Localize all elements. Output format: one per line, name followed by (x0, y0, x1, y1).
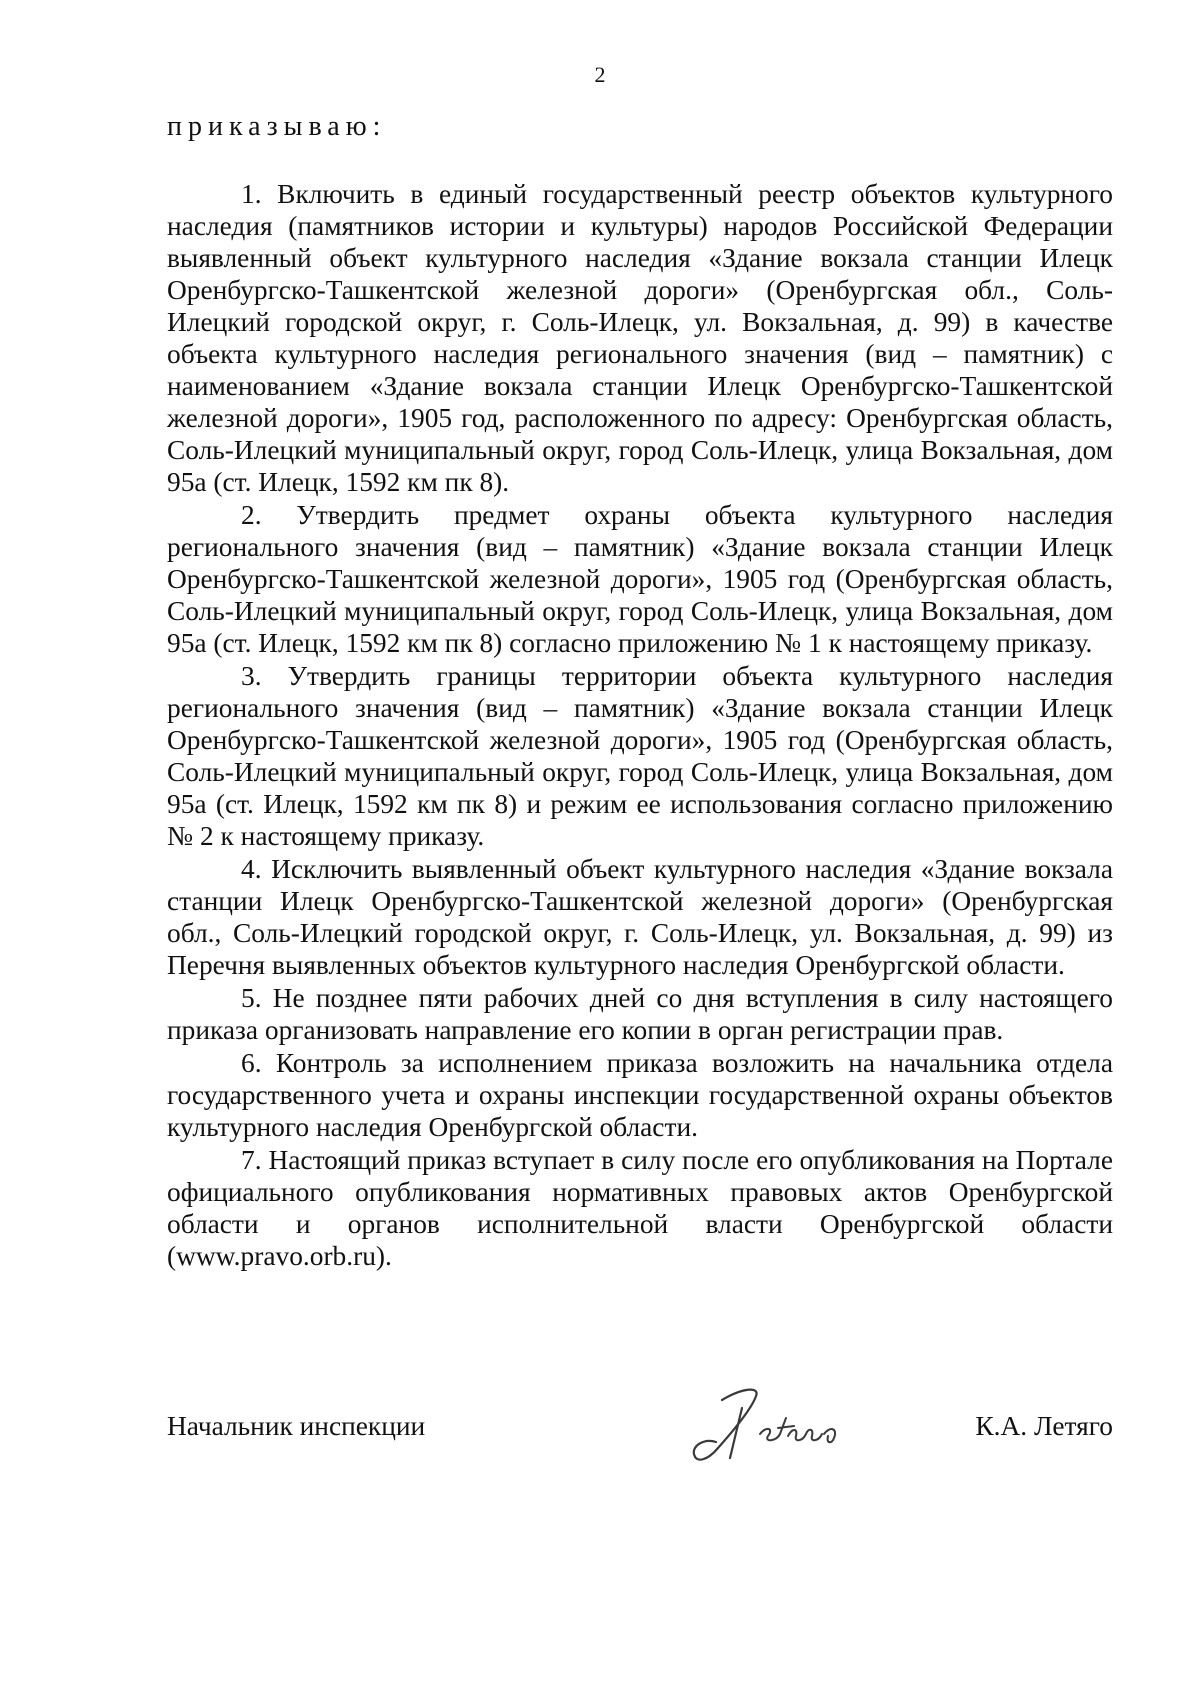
order-item-5: 5. Не позднее пяти рабочих дней со дня вступления в силу настоящего приказа организовать направление его копии в орган регистрации прав. (167, 983, 1113, 1045)
order-item-1: 1. Включить в единый государственный реестр объектов культурного наследия (памятников истории и культуры) народов Российской Федерации выявленный объект культурного наследия «Здание вокзала станции Илецк Оренбургско-Ташкентской железной дороги» (Оренбургская обл., Соль-Илецкий городской округ, г. Соль-Илецк, ул. Вокзальная, д. 99) в качестве объекта культурного наследия регионального значения (вид – памятник) с наименованием «Здание вокзала станции Илецк Оренбургско-Ташкентской железной дороги», 1905 год, расположенного по адресу: Оренбургская область, Соль-Илецкий муниципальный округ, город Соль-Илецк, улица Вокзальная, дом 95а (ст. Илецк, 1592 км пк 8). (167, 179, 1113, 497)
signatory-name: К.А. Летяго (975, 1411, 1113, 1441)
handwritten-signature (682, 1378, 862, 1478)
order-item-3: 3. Утвердить границы территории объекта культурного наследия регионального значения (вид – памятник) «Здание вокзала станции Илецк Оренбургско-Ташкентской железной дороги», 1905 год (Оренбургская область, Соль-Илецкий муниципальный округ, город Соль-Илецк, улица Вокзальная, дом 95а (ст. Илецк, 1592 км пк 8) и режим ее использования согласно приложению № 2 к настоящему приказу. (167, 661, 1113, 851)
signatory-position: Начальник инспекции (167, 1411, 426, 1441)
signature-block (167, 1410, 1113, 1510)
order-body (167, 178, 1113, 1273)
order-intro: приказываю: (167, 111, 387, 142)
order-item-2: 2. Утвердить предмет охраны объекта культурного наследия регионального значения (вид – памятник) «Здание вокзала станции Илецк Оренбургско-Ташкентской железной дороги», 1905 год (Оренбургская область, Соль-Илецкий муниципальный округ, город Соль-Илецк, улица Вокзальная, дом 95а (ст. Илецк, 1592 км пк 8) согласно приложению № 1 к настоящему приказу. (167, 500, 1113, 658)
order-item-4: 4. Исключить выявленный объект культурного наследия «Здание вокзала станции Илецк Оренбургско-Ташкентской железной дороги» (Оренбургская обл., Соль-Илецкий городской округ, г. Соль-Илецк, ул. Вокзальная, д. 99) из Перечня выявленных объектов культурного наследия Оренбургской области. (167, 854, 1113, 980)
page-number: 2 (594, 62, 606, 87)
order-item-7: 7. Настоящий приказ вступает в силу после его опубликования на Портале официального опубликования нормативных правовых актов Оренбургской области и органов исполнительной власти Оренбургской области (www.pravo.orb.ru). (167, 1145, 1113, 1271)
order-item-6: 6. Контроль за исполнением приказа возложить на начальника отдела государственного учета и охраны инспекции государственной охраны объектов культурного наследия Оренбургской области. (167, 1048, 1113, 1142)
